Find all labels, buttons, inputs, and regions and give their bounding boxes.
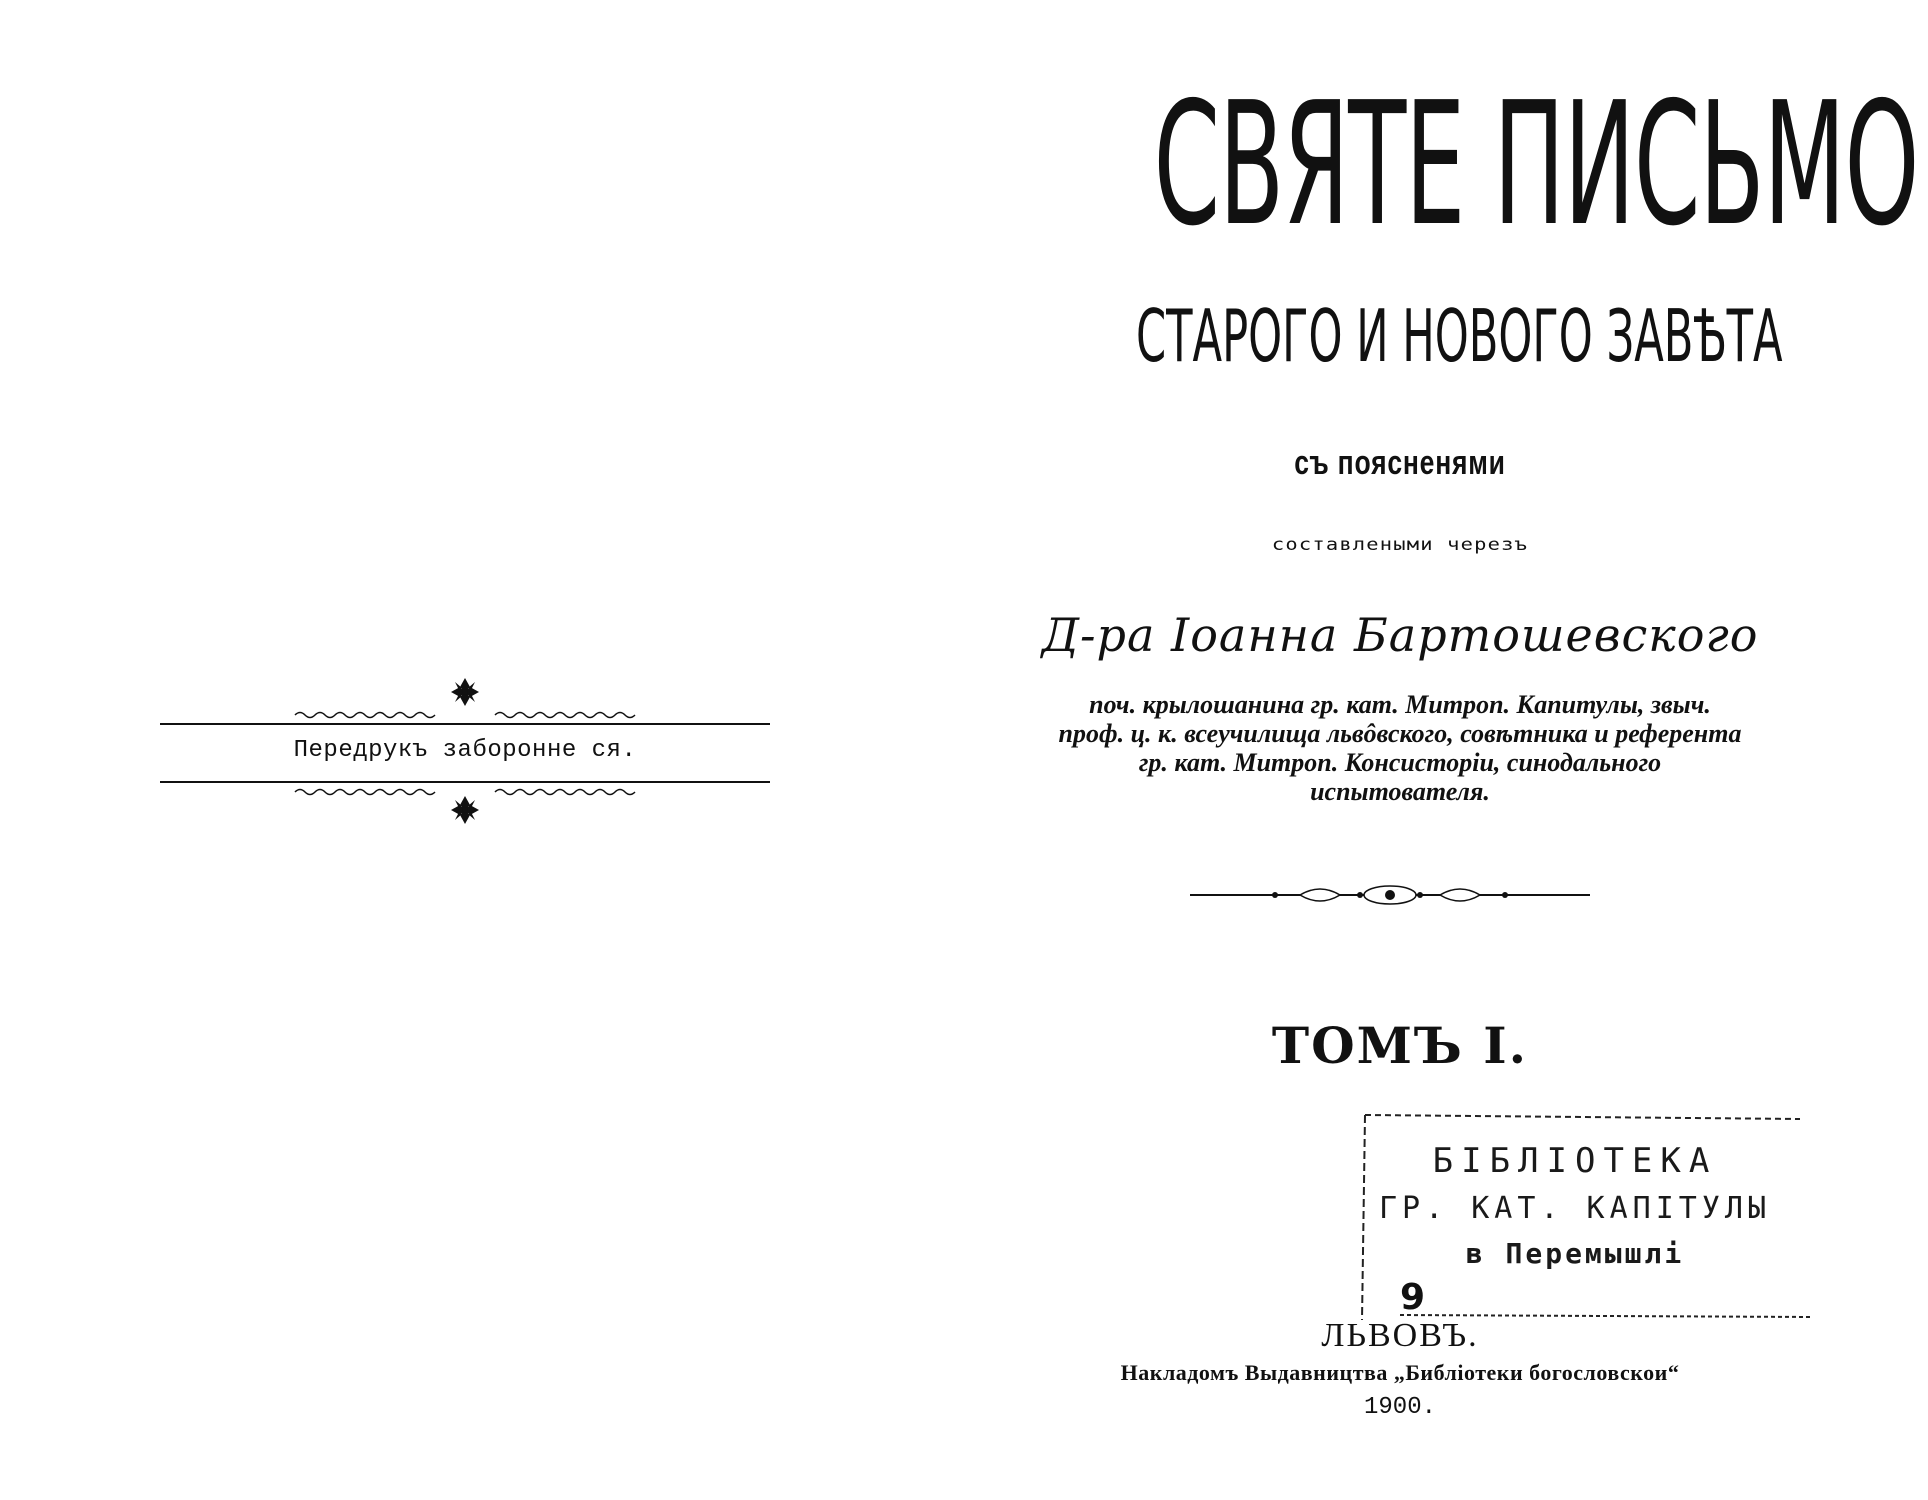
compiled-by-line: составлеными черезъ [1271, 535, 1529, 555]
author-credentials [960, 690, 1840, 806]
credentials-line: испытователя. [1310, 777, 1490, 806]
floral-ornament-icon [451, 678, 479, 706]
ornamental-divider [1190, 883, 1590, 907]
floral-ornament-icon [451, 796, 479, 824]
library-stamp [1340, 1105, 1810, 1335]
with-notes-line: съ поясненями [1294, 444, 1506, 482]
volume-number: ТОМЪ І. [1271, 1016, 1529, 1075]
stamp-line: в Перемышлі [1465, 1237, 1685, 1270]
stamp-shelf-number: 9 [1400, 1277, 1426, 1318]
reprint-notice: Передрукъ заборонне ся. [293, 737, 637, 764]
imprint-publisher: Накладомъ Выдавництва „Библіотеки богословскои“ [1120, 1360, 1680, 1385]
book-title: СВЯТЕ ПИСЬМО [1153, 66, 1919, 264]
credentials-line: гр. кат. Митроп. Консисторіи, синодального [1138, 748, 1662, 777]
imprint-city: ЛЬВОВЪ. [1321, 1317, 1479, 1354]
author-name: Д-ра Іоанна Бартошевского [1041, 608, 1759, 662]
stamp-line: БІБЛІОТЕКА [1432, 1141, 1718, 1181]
imprint-year: 1900. [1363, 1394, 1436, 1421]
stamp-line: ГР. КАТ. КАПІТУЛЫ [1378, 1191, 1772, 1226]
book-subtitle: СТАРОГО И НОВОГО ЗАВѢТА [1136, 294, 1783, 378]
reprint-notice-frame [160, 680, 770, 830]
credentials-line: поч. крылошанина гр. кат. Митроп. Капитулы, звыч. [1089, 690, 1711, 719]
credentials-line: проф. ц. к. всеучилища львôвского, совѣтника и референта [1058, 719, 1742, 748]
